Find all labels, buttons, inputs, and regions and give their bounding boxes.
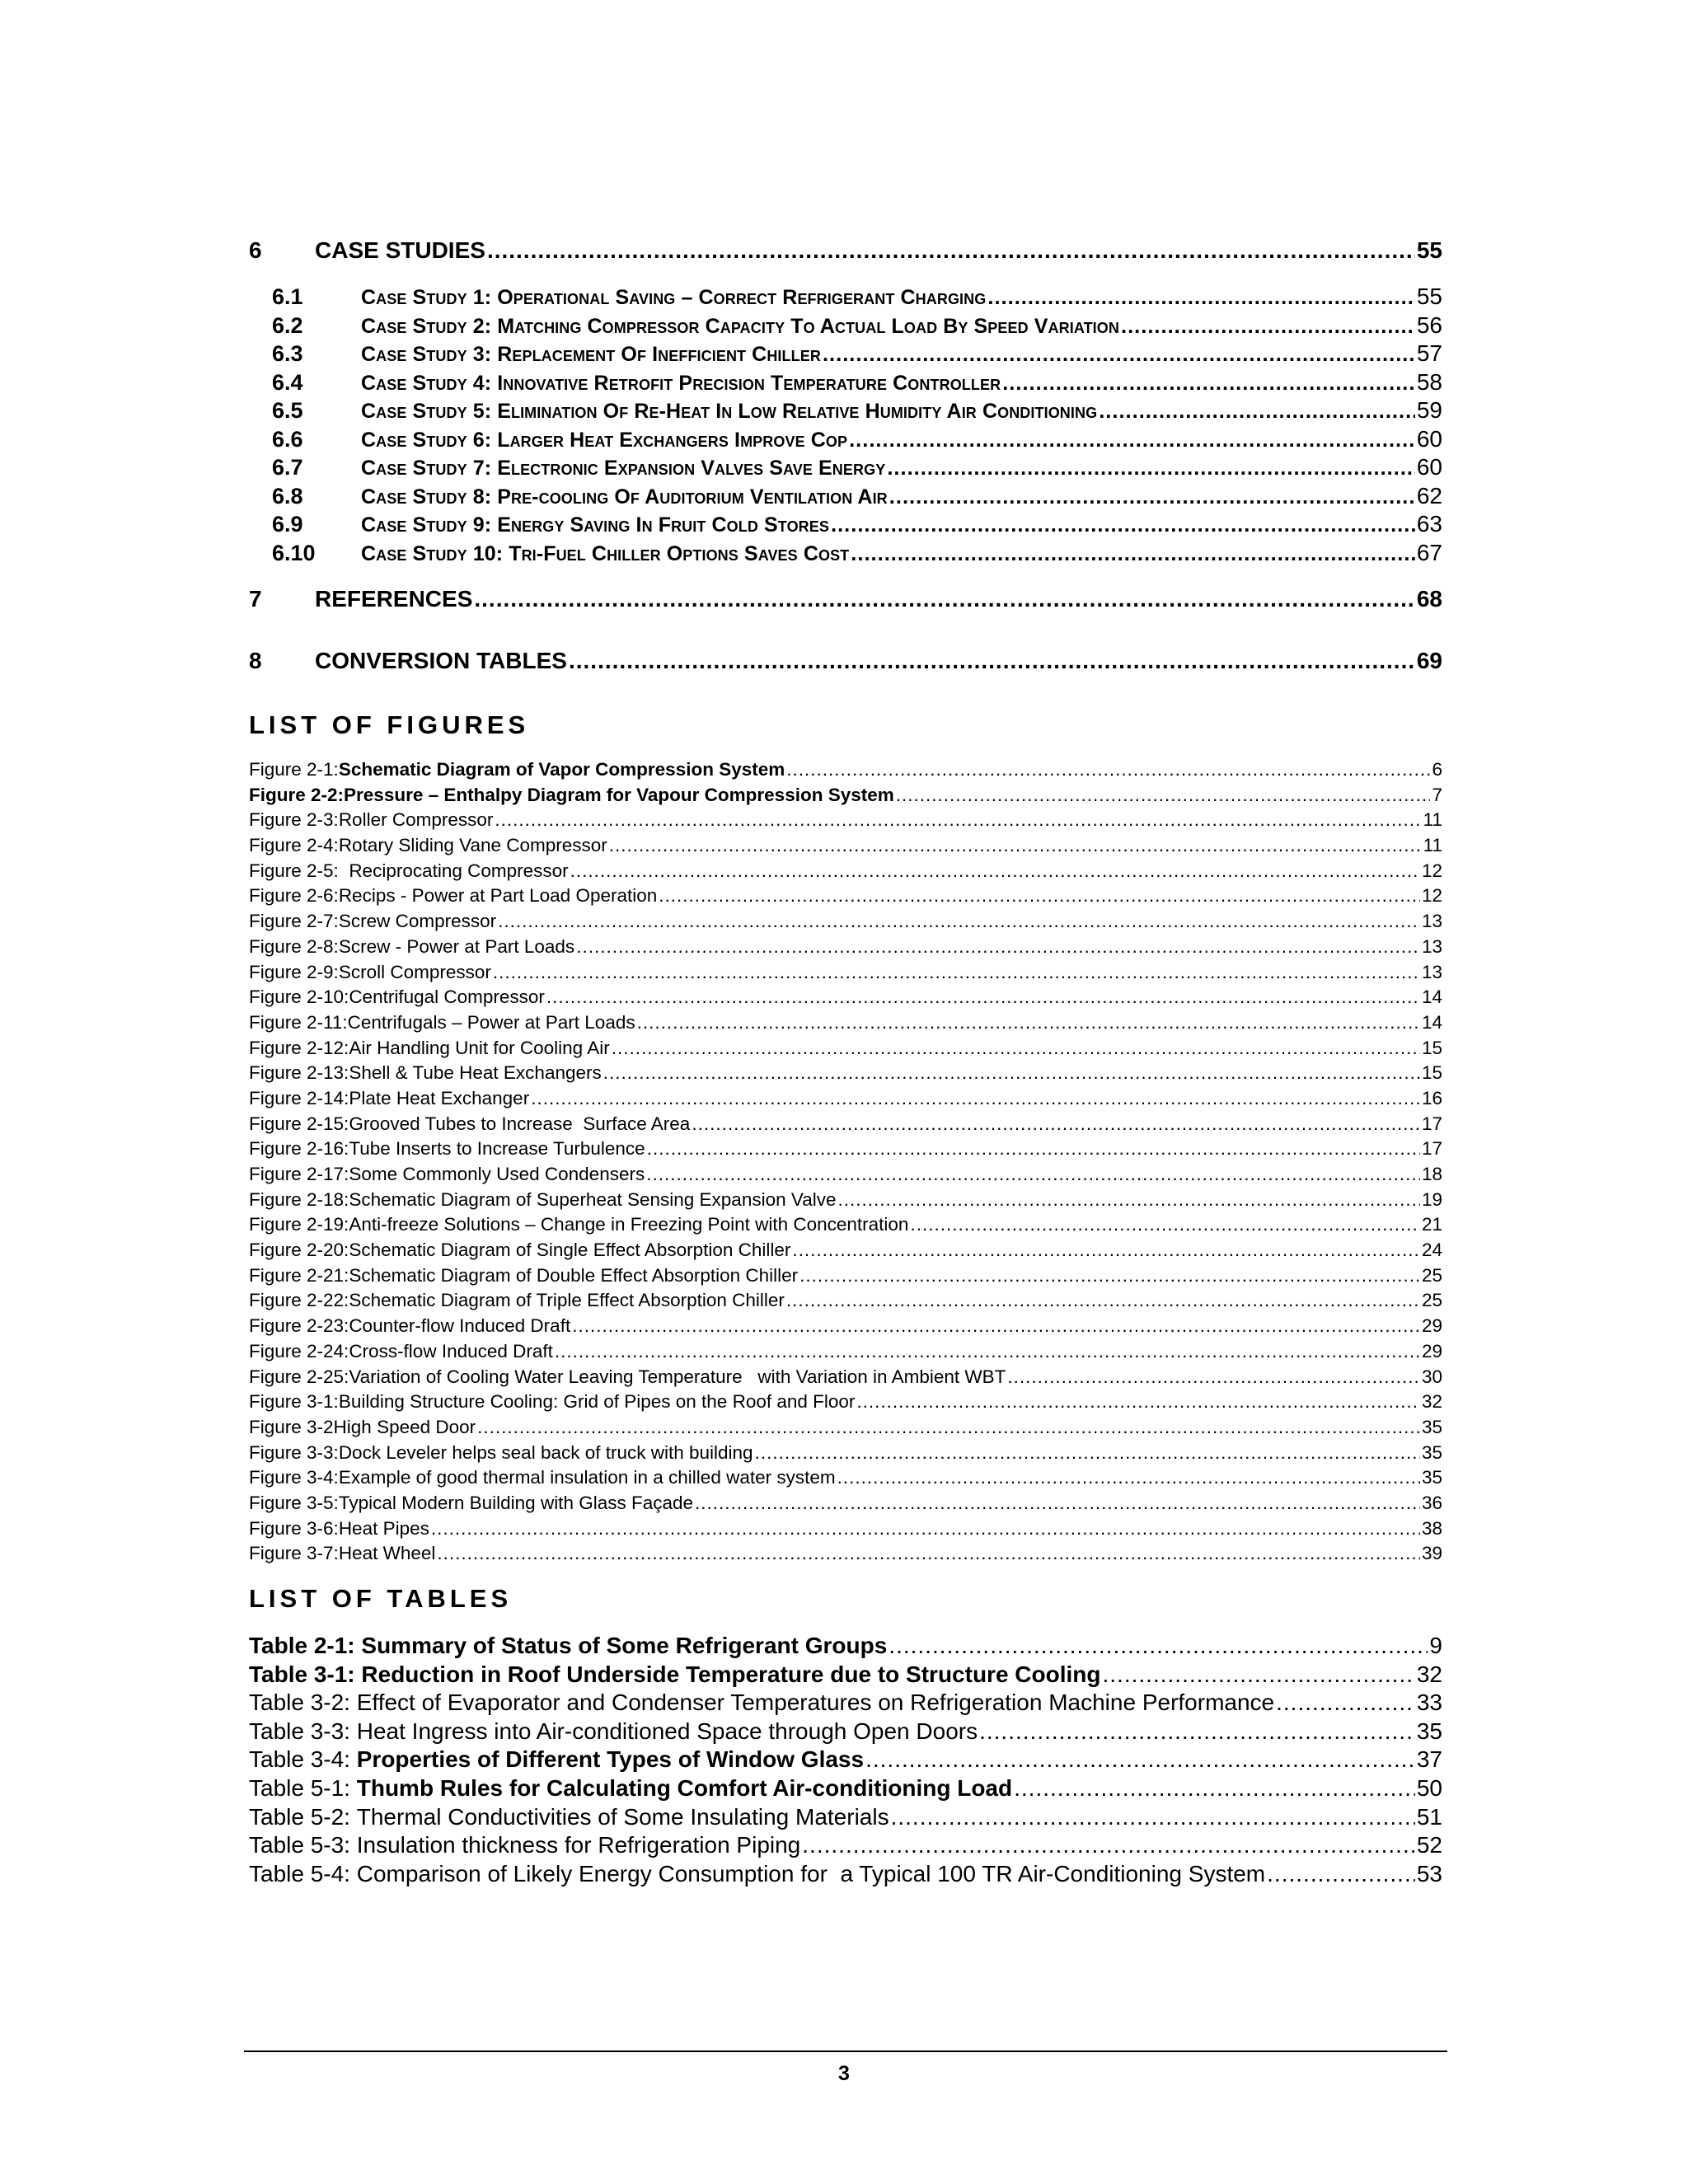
table-label: Table 5-2: [249, 1803, 357, 1830]
dot-leader [637, 1012, 1420, 1033]
table-title: Heat Ingress into Air-conditioned Space through Open Doors [356, 1718, 978, 1744]
page-number: 17 [1421, 1113, 1442, 1134]
table-title: Summary of Status of Some Refrigerant Groups [361, 1633, 888, 1658]
section-title: Case Study 4: Innovative Retrofit Precision Temperature Controller [361, 371, 1001, 395]
toc-chapter-6[interactable] [249, 237, 1442, 270]
figure-title: Air Handling Unit for Cooling Air [349, 1037, 610, 1058]
dot-leader [792, 1240, 1420, 1261]
figure-entry[interactable] [249, 1138, 1442, 1164]
dot-leader [477, 1417, 1420, 1438]
figure-label: Figure 3-6: [249, 1517, 339, 1539]
section-title: Case Study 5: Elimination Of Re-Heat In Low Relative Humidity Air Conditioning [361, 400, 1098, 423]
page-number: 38 [1421, 1517, 1442, 1539]
toc-chapter-8[interactable] [249, 648, 1442, 681]
figure-label: Figure 3-3: [249, 1441, 339, 1463]
figure-label: Figure 2-17: [249, 1164, 349, 1184]
section-title: Case Study 7: Electronic Expansion Valves Save Energy [361, 457, 886, 480]
page-number: 68 [1416, 586, 1442, 612]
table-entry[interactable] [249, 1804, 1442, 1833]
page-number: 11 [1423, 809, 1442, 831]
section-title: Case Study 3: Replacement Of Inefficient Chiller [361, 343, 821, 366]
figure-entry[interactable] [249, 936, 1442, 962]
page-number: 67 [1416, 539, 1442, 565]
table-entry[interactable] [249, 1718, 1442, 1747]
figure-entry[interactable] [249, 962, 1442, 987]
figure-label: Figure 2-10: [249, 987, 349, 1008]
toc-section[interactable] [249, 312, 1442, 341]
page-number: 52 [1416, 1832, 1442, 1858]
figure-title: Centrifugal Compressor [349, 987, 545, 1008]
page-number: 33 [1416, 1690, 1442, 1716]
figure-entry[interactable] [249, 1442, 1442, 1468]
page-number: 17 [1421, 1138, 1442, 1160]
figure-title: Anti-freeze Solutions – Change in Freezing Point with Concentration [349, 1214, 909, 1235]
table-entry[interactable] [249, 1633, 1442, 1661]
figure-label: Figure 3-7: [249, 1543, 339, 1564]
table-entry[interactable] [249, 1775, 1442, 1804]
section-number: 6.6 [272, 426, 303, 452]
page-number: 29 [1421, 1315, 1442, 1337]
page-number: 53 [1416, 1860, 1442, 1886]
figure-title: Typical Modern Building with Glass Façade [338, 1492, 694, 1513]
figure-label: Figure 2-8: [249, 935, 339, 957]
toc-section[interactable] [249, 540, 1442, 569]
dot-leader [437, 1543, 1420, 1564]
dot-leader [647, 1138, 1420, 1160]
figure-entry[interactable] [249, 1493, 1442, 1518]
figure-title: Plate Heat Exchanger [349, 1087, 530, 1108]
figure-title: Cross-flow Induced Draft [349, 1340, 553, 1361]
dot-leader [837, 1189, 1419, 1211]
table-title: Effect of Evaporator and Condenser Temperatures on Refrigeration Machine Performance [356, 1690, 1275, 1716]
section-title: Case Study 10: Tri-Fuel Chiller Options Saves Cost [361, 541, 850, 565]
dot-leader [802, 1832, 1415, 1858]
page-number: 62 [1416, 482, 1442, 509]
dot-leader [889, 1633, 1428, 1659]
toc-section[interactable] [249, 284, 1442, 312]
figure-title: Grooved Tubes to Increase Surface Area [349, 1113, 691, 1134]
figure-title: Recips - Power at Part Load Operation [338, 885, 658, 907]
dot-leader [1099, 400, 1415, 424]
section-number: 6.1 [272, 284, 303, 309]
figure-label: Figure 2-18: [249, 1188, 349, 1210]
figure-title: Rotary Sliding Vane Compressor [338, 835, 607, 856]
table-label: Table 3-4: [249, 1746, 357, 1773]
tables-list [249, 1633, 1442, 1889]
page-number: 6 [1432, 759, 1442, 780]
figure-entry[interactable] [249, 987, 1442, 1012]
table-entry[interactable] [249, 1661, 1442, 1690]
figure-entry[interactable] [249, 1467, 1442, 1493]
table-label: Table 5-1: [249, 1774, 357, 1801]
toc-section[interactable] [249, 426, 1442, 455]
page-number: 35 [1421, 1441, 1442, 1463]
figure-label: Figure 2-14: [249, 1087, 349, 1108]
table-label: Table 5-3: [249, 1832, 357, 1858]
figure-title: Schematic Diagram of Triple Effect Absorption Chiller [349, 1290, 785, 1311]
figure-title: Schematic Diagram of Single Effect Absorption Chiller [349, 1240, 791, 1261]
toc-chapter-7[interactable] [249, 586, 1442, 619]
dot-leader [1103, 1661, 1415, 1688]
dot-leader [1002, 372, 1415, 396]
dot-leader [603, 1062, 1420, 1084]
dot-leader [474, 586, 1414, 612]
figure-title: Variation of Cooling Water Leaving Temperature with Variation in Ambient WBT [349, 1366, 1006, 1387]
dot-leader [609, 835, 1422, 856]
figure-entry[interactable] [249, 1315, 1442, 1341]
table-entry[interactable] [249, 1861, 1442, 1890]
page-number: 35 [1421, 1467, 1442, 1488]
figure-entry[interactable] [249, 835, 1442, 860]
page-number: 63 [1416, 511, 1442, 537]
section-number: 6.3 [272, 341, 303, 366]
figure-title: Reciprocating Compressor [349, 860, 569, 881]
page-number: 9 [1429, 1633, 1442, 1658]
figure-entry[interactable] [249, 759, 1442, 785]
dot-leader [498, 911, 1420, 932]
figure-label: Figure 2-7: [249, 911, 339, 932]
figure-label: Figure 2-20: [249, 1240, 349, 1261]
figure-entry[interactable] [249, 885, 1442, 911]
figure-entry[interactable] [249, 1088, 1442, 1113]
page-number: 7 [1432, 784, 1442, 805]
page-number: 13 [1421, 961, 1442, 982]
chapter-title: CASE STUDIES [315, 237, 485, 263]
table-title: Reduction in Roof Underside Temperature due to Structure Cooling [361, 1661, 1101, 1687]
table-title: Insulation thickness for Refrigeration Piping [356, 1832, 801, 1858]
section-title: Case Study 1: Operational Saving – Correct Refrigerant Charging [361, 286, 987, 309]
footer-rule [244, 2050, 1447, 2052]
figure-entry[interactable] [249, 1062, 1442, 1088]
figure-entry[interactable] [249, 809, 1442, 835]
dot-leader [493, 962, 1420, 983]
page-number: 12 [1421, 885, 1442, 907]
dot-leader [495, 809, 1421, 831]
figure-title: Schematic Diagram of Vapor Compression System [338, 759, 785, 780]
dot-leader [612, 1038, 1420, 1059]
dot-leader [755, 1442, 1420, 1464]
dot-leader [831, 513, 1415, 537]
figure-label: Figure 3-1: [249, 1391, 339, 1413]
dot-leader [837, 1467, 1420, 1488]
figure-title: Screw Compressor [338, 911, 497, 932]
page-number: 11 [1423, 835, 1442, 856]
page-number: 37 [1416, 1746, 1442, 1773]
chapter-number: 6 [249, 237, 262, 263]
page-number: 25 [1421, 1290, 1442, 1311]
figure-title: Schematic Diagram of Superheat Sensing Expansion Valve [349, 1188, 837, 1210]
dot-leader [889, 485, 1415, 509]
page-number: 69 [1416, 648, 1442, 673]
table-title: Thumb Rules for Calculating Comfort Air-conditioning Load [356, 1774, 1013, 1801]
dot-leader [979, 1718, 1415, 1745]
table-title: Properties of Different Types of Window Glass [356, 1746, 865, 1773]
page-number: 15 [1421, 1062, 1442, 1084]
toc-section[interactable] [249, 511, 1442, 540]
page-number: 60 [1416, 454, 1442, 480]
table-label: Table 3-2: [249, 1690, 357, 1716]
figure-title: High Speed Door [333, 1416, 476, 1437]
figure-title: Counter-flow Induced Draft [349, 1315, 571, 1337]
figure-label: Figure 2-9: [249, 961, 339, 982]
page-number: 21 [1421, 1214, 1442, 1235]
figure-entry[interactable] [249, 1214, 1442, 1240]
figure-label: Figure 2-5: [249, 860, 349, 881]
section-number: 6.8 [272, 483, 303, 509]
dot-leader [799, 1265, 1420, 1286]
section-number: 6.5 [272, 398, 303, 423]
figure-title: Roller Compressor [338, 809, 494, 831]
figure-title: Screw - Power at Part Loads [338, 935, 575, 957]
figures-list [249, 759, 1442, 1568]
page-number: 30 [1421, 1366, 1442, 1387]
figure-entry[interactable] [249, 1417, 1442, 1442]
list-of-figures-heading: LIST OF FIGURES [249, 710, 530, 739]
page-number: 58 [1416, 368, 1442, 395]
dot-leader [896, 785, 1431, 806]
page-number: 18 [1421, 1164, 1442, 1184]
section-title: Case Study 2: Matching Compressor Capacity To Actual Load By Speed Variation [361, 314, 1119, 338]
page-number: 32 [1416, 1661, 1442, 1687]
figure-title: Tube Inserts to Increase Turbulence [349, 1138, 645, 1160]
page-number: 56 [1416, 312, 1442, 338]
dot-leader [569, 648, 1415, 674]
dot-leader [887, 457, 1415, 480]
figure-entry[interactable] [249, 1012, 1442, 1038]
figure-label: Figure 2-15: [249, 1113, 349, 1134]
dot-leader [692, 1113, 1420, 1135]
dot-leader [531, 1088, 1420, 1109]
figure-entry[interactable] [249, 1518, 1442, 1544]
page-number: 35 [1421, 1416, 1442, 1437]
toc-section[interactable] [249, 454, 1442, 483]
chapter-number: 8 [249, 648, 262, 673]
page-number: 16 [1421, 1087, 1442, 1108]
page-number: 55 [1416, 284, 1442, 309]
dot-leader [987, 286, 1414, 310]
section-title: Case Study 6: Larger Heat Exchangers Improve Cop [361, 428, 848, 452]
dot-leader [1121, 315, 1415, 339]
figure-label: Figure 2-24: [249, 1340, 349, 1361]
toc-section[interactable] [249, 397, 1442, 426]
dot-leader [576, 936, 1420, 958]
figure-title: Dock Leveler helps seal back of truck with building [338, 1441, 753, 1463]
page-number: 24 [1421, 1240, 1442, 1261]
table-label: Table 5-4: [249, 1860, 357, 1886]
page-number-footer: 3 [838, 2062, 850, 2085]
page-number: 55 [1416, 237, 1442, 263]
figure-label: Figure 2-2: [249, 784, 345, 805]
figure-label: Figure 2-4: [249, 835, 339, 856]
toc-section[interactable] [249, 340, 1442, 369]
figure-title: Example of good thermal insulation in a chilled water system [338, 1467, 836, 1488]
table-title: Comparison of Likely Energy Consumption for a Typical 100 TR Air-Conditioning System [356, 1860, 1266, 1886]
figure-title: Some Commonly Used Condensers [349, 1164, 645, 1184]
dot-leader [865, 1746, 1415, 1773]
section-number: 6.2 [272, 312, 303, 338]
figure-entry[interactable] [249, 1240, 1442, 1265]
table-entry[interactable] [249, 1690, 1442, 1718]
figure-title: Heat Pipes [338, 1517, 429, 1539]
page-number: 35 [1416, 1718, 1442, 1744]
figure-entry[interactable] [249, 1164, 1442, 1189]
figure-label: Figure 2-22: [249, 1290, 349, 1311]
table-entry[interactable] [249, 1832, 1442, 1861]
dot-leader [851, 542, 1415, 566]
list-of-tables-heading: LIST OF TABLES [249, 1584, 513, 1613]
dot-leader [646, 1164, 1420, 1185]
chapter-title: REFERENCES [315, 586, 473, 612]
page-number: 32 [1421, 1391, 1442, 1413]
section-number: 6.9 [272, 512, 303, 537]
page-number: 59 [1416, 397, 1442, 423]
page-number: 12 [1421, 860, 1442, 881]
figure-entry[interactable] [249, 1290, 1442, 1315]
figure-entry[interactable] [249, 1341, 1442, 1366]
figure-label: Figure 2-25: [249, 1366, 349, 1387]
figure-label: Figure 2-3: [249, 809, 339, 831]
dot-leader [849, 429, 1415, 452]
dot-leader [572, 1315, 1420, 1337]
chapter-title: CONVERSION TABLES [315, 648, 567, 673]
dot-leader [823, 343, 1415, 367]
figure-entry[interactable] [249, 860, 1442, 886]
dot-leader [431, 1518, 1420, 1540]
page-number: 50 [1416, 1774, 1442, 1801]
page-number: 13 [1421, 911, 1442, 932]
page-number: 25 [1421, 1264, 1442, 1286]
dot-leader [1267, 1861, 1415, 1887]
section-number: 6.4 [272, 369, 303, 395]
figure-label: Figure 3-5: [249, 1492, 339, 1513]
table-label: Table 2-1: [249, 1633, 362, 1658]
toc-sections [249, 284, 1442, 568]
dot-leader [1014, 1775, 1415, 1802]
figure-label: Figure 3-4: [249, 1467, 339, 1488]
table-label: Table 3-1: [249, 1661, 362, 1687]
dot-leader [659, 885, 1420, 907]
figure-label: Figure 2-11: [249, 1011, 348, 1033]
figure-label: Figure 3-2 [249, 1416, 334, 1437]
figure-label: Figure 2-1: [249, 759, 339, 780]
figure-title: Centrifugals – Power at Part Loads [347, 1011, 635, 1033]
page-number: 19 [1421, 1188, 1442, 1210]
dot-leader [910, 1214, 1420, 1235]
dot-leader [786, 759, 1430, 780]
dot-leader [856, 1391, 1420, 1413]
figure-label: Figure 2-12: [249, 1037, 349, 1058]
figure-label: Figure 2-19: [249, 1214, 349, 1235]
figure-label: Figure 2-13: [249, 1062, 349, 1084]
section-title: Case Study 8: Pre-cooling Of Auditorium Ventilation Air [361, 485, 888, 509]
dot-leader [546, 987, 1420, 1008]
page-number: 15 [1421, 1037, 1442, 1058]
dot-leader [1276, 1690, 1415, 1716]
page-number: 29 [1421, 1340, 1442, 1361]
figure-title: Heat Wheel [338, 1543, 436, 1564]
dot-leader [786, 1290, 1420, 1311]
figure-entry[interactable] [249, 1366, 1442, 1392]
figure-entry[interactable] [249, 911, 1442, 936]
table-label: Table 3-3: [249, 1718, 357, 1744]
toc-section[interactable] [249, 483, 1442, 512]
table-entry[interactable] [249, 1746, 1442, 1775]
chapter-number: 7 [249, 586, 262, 612]
dot-leader [487, 237, 1415, 264]
figure-title: Schematic Diagram of Double Effect Absorption Chiller [349, 1264, 799, 1286]
figure-entry[interactable] [249, 1113, 1442, 1139]
page-number: 57 [1416, 340, 1442, 366]
figure-entry[interactable] [249, 1543, 1442, 1568]
toc-section[interactable] [249, 369, 1442, 398]
figure-entry[interactable] [249, 1265, 1442, 1291]
figure-entry[interactable] [249, 1189, 1442, 1215]
dot-leader [695, 1493, 1420, 1514]
figure-title: Pressure – Enthalpy Diagram for Vapour Compression System [344, 784, 894, 805]
table-title: Thermal Conductivities of Some Insulating Materials [356, 1803, 889, 1830]
figure-entry[interactable] [249, 1391, 1442, 1417]
dot-leader [555, 1341, 1420, 1362]
section-number: 6.10 [272, 540, 316, 565]
figure-entry[interactable] [249, 1038, 1442, 1063]
page-number: 14 [1421, 1011, 1442, 1033]
figure-label: Figure 2-16: [249, 1138, 349, 1160]
dot-leader [1007, 1366, 1420, 1388]
figure-entry[interactable] [249, 785, 1442, 810]
figure-title: Building Structure Cooling: Grid of Pipes on the Roof and Floor [338, 1391, 856, 1413]
dot-leader [891, 1804, 1415, 1830]
page-number: 14 [1421, 987, 1442, 1008]
page-number: 13 [1421, 935, 1442, 957]
figure-title: Scroll Compressor [338, 961, 491, 982]
figure-label: Figure 2-21: [249, 1264, 349, 1286]
figure-label: Figure 2-23: [249, 1315, 349, 1337]
dot-leader [570, 860, 1420, 882]
figure-title: Shell & Tube Heat Exchangers [349, 1062, 602, 1084]
page-number: 60 [1416, 425, 1442, 452]
page-number: 36 [1421, 1492, 1442, 1513]
figure-label: Figure 2-6: [249, 885, 339, 907]
section-title: Case Study 9: Energy Saving In Fruit Cold Stores [361, 513, 829, 537]
page-number: 39 [1421, 1543, 1442, 1564]
page-number: 51 [1416, 1803, 1442, 1830]
section-number: 6.7 [272, 455, 303, 480]
